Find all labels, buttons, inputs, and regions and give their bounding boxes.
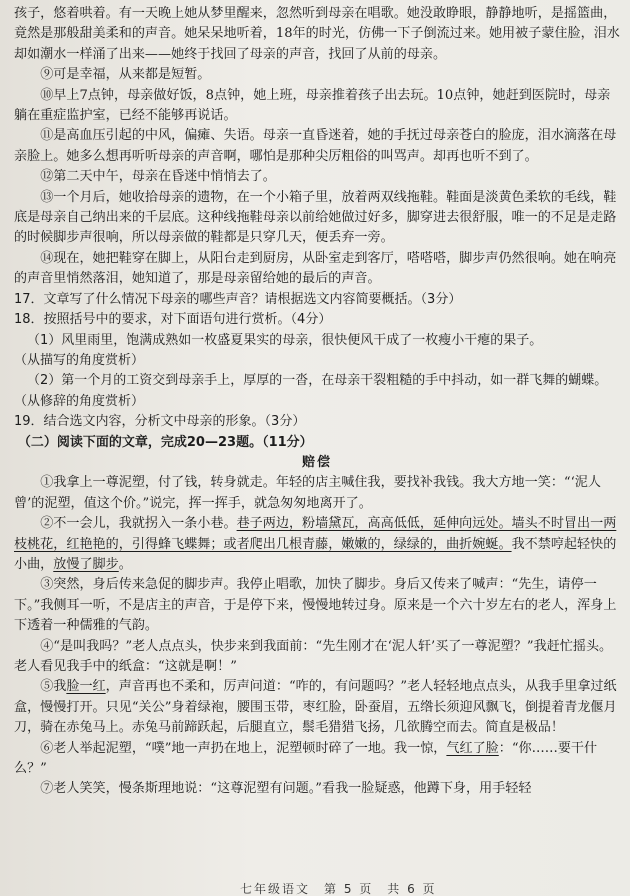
article-paragraph-3: ③突然，身后传来急促的脚步声。我停止唱歌，加快了脚步。身后又传来了喊声：“先生，请停一下。”我侧耳一听，不是店主的声音，于是停下来，慢慢地转过身。原来是一个六十岁左右的老人，浑身上下透着一种儒雅的气韵。 [14, 577, 617, 634]
article-paragraph-1: ①我拿上一尊泥塑，付了钱，转身就走。年轻的店主喊住我，要找补我钱。我大方地一笑：“‘泥人曾’的泥塑，值这个价。”说完，挥一挥手，就急匆匆地离开了。 [14, 475, 601, 511]
question-18-part-1-note: （从描写的角度赏析） [14, 352, 145, 368]
underlined-passage-1: 巷子两边，粉墙黛瓦，高高低低，延伸向远处。墙头不时冒出一两枝桃花，红艳艳的，引得蜂飞蝶舞；或者爬出几根青藤，嫩嫩的，绿绿的，曲折婉蜒。 [14, 516, 617, 552]
question-18: 18．按照括号中的要求，对下面语句进行赏析。（4分） [14, 312, 332, 328]
paragraph-continuation: 孩子，悠着哄着。有一天晚上她从梦里醒来，忽然听到母亲在唱歌。她没敢睁眼，静静地听，是摇篮曲，竟然是那般甜美柔和的声音。她呆呆地听着，18年的时光，仿佛一下子倒流过来。她用被子蒙住脸，泪水却如潮水一样涌了出来——她终于找回了母亲的声音，找回了从前的母亲。 [14, 6, 620, 62]
paragraph-11: ⑪是高血压引起的中风，偏瘫、失语。母亲一直昏迷着，她的手抚过母亲苍白的脸庞，泪水滴落在母亲脸上。她多么想再听听母亲的声音啊，哪怕是那种尖厉粗俗的叫骂声。却再也听不到了。 [14, 128, 617, 164]
paragraph-14: ⑭现在，她把鞋穿在脚上，从阳台走到厨房，从卧室走到客厅，嗒嗒嗒，脚步声仍然很响。她在响亮的声音里悄然落泪，她知道了，那是母亲留给她的最后的声音。 [14, 250, 617, 287]
underlined-face-red: 脸一红 [66, 679, 106, 695]
article-paragraph-4: ④“是叫我吗？”老人点点头，快步来到我面前：“先生刚才在‘泥人轩’买了一尊泥塑？”我赶忙摇头。老人看见我手中的纸盒：“这就是啊！” [14, 638, 613, 674]
question-18-part-1: （1）风里雨里，饱满成熟如一枚盛夏果实的母亲，很快便风干成了一枚瘦小干瘪的果子。 [27, 332, 543, 348]
page-content [14, 4, 620, 800]
paragraph-13: ⑬一个月后，她收拾母亲的遗物，在一个小箱子里，放着两双线拖鞋。鞋面是淡黄色柔软的毛线，鞋底是母亲自己纳出来的千层底。这种线拖鞋母亲以前给她做过好多，脚穿进去很舒服，唯一的不足是走路的时候脚步声很响，所以母亲做的鞋都是只穿几天，便丢弃一旁。 [14, 189, 617, 246]
article-paragraph-5 [14, 677, 620, 738]
paragraph-2-end: 。 [118, 556, 132, 572]
paragraph-5-lead: ⑤我 [40, 679, 67, 695]
question-17: 17．文章写了什么情况下母亲的哪些声音？请根据选文内容简要概括。（3分） [14, 291, 462, 307]
article-title: 赔偿 [301, 454, 332, 470]
article-paragraph-6 [14, 739, 620, 780]
question-18-part-2: （2）第一个月的工资交到母亲手上，厚厚的一沓，在母亲干裂粗糙的手中抖动，如一群飞舞的蝴蝶。（从修辞的角度赏析） [14, 373, 608, 409]
page-footer: 七年级语文 第 5 页 共 6 页 [240, 882, 437, 896]
paragraph-10: ⑩早上7点钟，母亲做好饭，8点钟，她上班，母亲推着孩子出去玩。10点钟，她赶到医院时，母亲躺在重症监护室，已经不能够再说话。 [14, 87, 611, 124]
paragraph-2-middle: 我不禁哼起轻快的小曲， [14, 536, 617, 572]
paragraph-6-rest: ：“你……要干什么？” [14, 740, 598, 777]
paragraph-6-lead: ⑥老人举起泥塑，“噗”地一声扔在地上，泥塑顿时碎了一地。我一惊， [40, 740, 447, 756]
article-paragraph-2 [14, 514, 620, 575]
underlined-angry-face: 气红了脸 [446, 740, 499, 756]
question-19: 19．结合选文内容，分析文中母亲的形象。（3分） [14, 414, 306, 430]
paragraph-9: ⑨可是幸福，从来都是短暂。 [40, 67, 211, 83]
paragraph-5-rest: ，声音再也不柔和，厉声问道：“咋的，有问题吗？”老人轻轻地点点头，从我手里拿过纸盒，慢慢打开。只见“关公”身着绿袍，腰围玉带，枣红脸，卧蚕眉，五绺长须迎风飘飞，倒提着青龙偃月刀，骑在赤兔马上。赤兔马前蹄跃起，后腿直立，鬃毛猎猎飞扬，几欲腾空而去。简直是极品！ [14, 679, 617, 736]
paragraph-2-lead: ②不一会儿，我就拐入一条小巷。 [40, 516, 237, 532]
underlined-passage-2: 放慢了脚步 [53, 556, 119, 572]
article-paragraph-7: ⑦老人笑笑，慢条斯理地说：“这尊泥塑有问题。”看我一脸疑惑，他蹲下身，用手轻轻 [40, 781, 532, 797]
paragraph-12: ⑫第二天中午，母亲在昏迷中悄悄去了。 [40, 169, 276, 185]
section-heading: （二）阅读下面的文章，完成20—23题。（11分） [17, 434, 313, 450]
